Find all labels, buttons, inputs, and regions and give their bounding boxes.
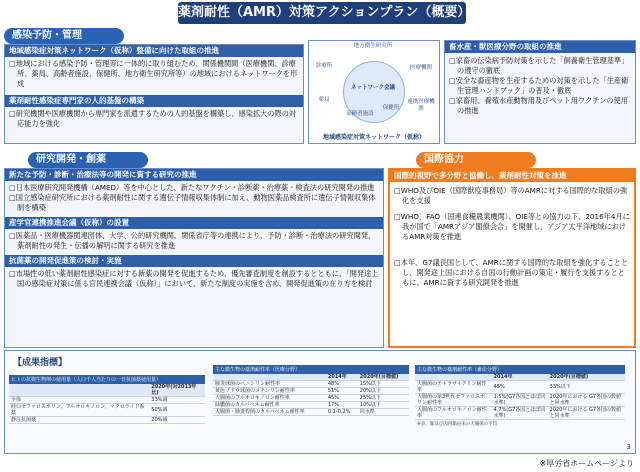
list-item: □日本医療研究開発機構（AMED）等を中心とした、新たなワクチン・診断薬・治療薬・検査法の研究開発の推進: [9, 183, 375, 192]
table-title: 主な微生物の薬剤耐性率（畜産分野）: [415, 365, 625, 374]
col-header: 2020年(目標値): [358, 374, 409, 381]
table-title: ヒトの抗微生物剤の使用量（人口千人当たりの一日抗菌薬使用量）: [9, 375, 205, 384]
table-row: 大腸菌・肺炎桿菌のカルバペネム耐性率 0.1-0.2% 同水準: [213, 409, 409, 416]
list-item: □医薬品・医療機器関連団体、大学、公的研究機関、関係省庁等の連携により、予防・診断・治療法の研究開発、薬剤耐性の発生・伝播の解明に関する研究を推進: [9, 231, 376, 250]
list-item: □WHO、FAO（国連食糧農業機関）、OIE等との協力の下、2016年4月に我が国で「AMRアジア閣僚会合」を開催し、アジア太平洋地域におけるAMR対策を推進: [394, 212, 630, 241]
table-row: 静注抗菌薬 20%減: [9, 417, 205, 424]
node-local-lab: 地方衛生研究所: [353, 43, 393, 49]
table-row: 大腸菌のフルオロキノロン耐性率 4.7%(G7各国とほぼ同水準) 2020年における G7各国の数値と同水準: [415, 407, 625, 420]
bullets-network: [5, 57, 303, 91]
bullets-international: [390, 182, 634, 292]
network-diagram: [308, 40, 440, 144]
bullets-research-3: [5, 267, 383, 291]
table-note: ※表、豚及び肉用鶏由来の大腸菌の平均: [417, 422, 498, 427]
node-health-center: 保健所: [382, 105, 400, 111]
col-header: 2020年(対2013年比): [149, 384, 205, 397]
page-number: 3: [626, 443, 631, 451]
table-row: 大腸菌の第3世代セファロスポリン耐性率 1.5%(G7各国とほぼ同水準) 2020年における G7各国の数値と同水準: [415, 394, 625, 407]
subhead-research-3: 抗菌薬の開発促進策の検討・実施: [5, 255, 383, 267]
list-item: □WHO及びOIE（国際獣疫事務局）等のAMRに対する国際的な取組の強化を支援: [394, 186, 628, 205]
col-header: 2014年: [326, 374, 358, 381]
node-clinic: 診療所: [315, 63, 333, 69]
col-header: [9, 384, 149, 397]
subhead-international: 国際的視野で多分野と協働し、薬剤耐性対策を推進: [390, 170, 634, 182]
list-item: □安全な畜産物を生産するための対策を示した「生産衛生管理ハンドブック」の普及・徹底: [449, 76, 629, 95]
panel-infection-prevention: [4, 44, 304, 144]
col-header: 2014年: [492, 374, 548, 381]
list-item: □本年、G7議長国として、AMRに関する国際的な取組を強化することとし、開発途上国における自国の行動計画の策定・履行を支援するとともに、AMRに資する研究開発を推進: [394, 258, 629, 287]
subhead-research-2: 産学官連携推進会議（仮称）の設置: [5, 217, 383, 229]
indicators-section: [4, 350, 636, 454]
table-human-usage: [9, 375, 205, 424]
indicators-heading: 【成果指標】: [13, 358, 68, 368]
network-caption: 地域感染症対策ネットワーク（仮称）: [322, 134, 425, 141]
table-title: 主な微生物の薬剤耐性率（医療分野）: [213, 365, 409, 374]
table-row: 全体 33%減: [9, 397, 205, 404]
panel-international: [388, 168, 636, 348]
subhead-network: 地域感染症対策ネットワーク（仮称）整備に向けた取組の推進: [5, 45, 303, 57]
col-header: 2020年(目標値): [548, 374, 625, 381]
table-row: 肺炎球菌のペニシリン耐性率 48% 15%以下: [213, 381, 409, 388]
node-hospital: 医療機関: [409, 65, 432, 71]
table-row: 大腸菌のテトラサイクリン耐性率 45% 33%以下: [415, 381, 625, 394]
list-item: □研究機関や医療機関から専門家を派遣するための人的基盤を構築し、感染拡大の際の対応能力を強化: [9, 109, 297, 128]
page-title: 薬剤耐性（AMR）対策アクションプラン（概要）: [178, 2, 466, 24]
node-pharmacy: 薬局: [318, 97, 330, 103]
list-item: □国立感染症研究所における薬剤耐性に関する遺伝子情報収集体制に加え、動物医薬品検査所に遺伝子情報収集体制を構築: [9, 193, 376, 212]
table-row: 経口セファロスポリン、フルオロキノロン、マクロライド系薬 50%減: [9, 404, 205, 417]
node-network-meeting: ネットワーク会議: [350, 85, 395, 91]
table-row: 大腸菌のフルオロキノロン耐性率 45% 25%以下: [213, 395, 409, 402]
bullets-research-1: [5, 181, 383, 215]
subhead-research-1: 新たな予防・診断・治療法等の開発に資する研究の推進: [5, 169, 383, 181]
bullets-livestock: [445, 53, 635, 119]
table-livestock-resistance: [415, 365, 625, 428]
list-item: □地域における感染予防・管理等に一体的に取り組むため、関係機関間（医療機関、診療所、薬局、高齢者施設、保健所、地方衛生研究所等）の地域におけるネットワークを形成: [9, 59, 298, 88]
list-item: □家畜の伝染病予防対策を示した「飼養衛生管理基準」の遵守の徹底: [449, 56, 629, 75]
list-item: □家畜用、養殖水産動物用及びペット用ワクチンの使用の推進: [449, 96, 628, 115]
subhead-specialists: 薬剤耐性感染症専門家の人的基盤の構築: [5, 95, 303, 107]
list-item: □市場性の低い薬剤耐性感染症に対する新薬の開発を促進するため、優先審査制度を創設するとともに、「開発途上国の感染症対策に係る官民連携会議（仮称）」において、新たな制度の実施を含め、開発促進策の在り方を検討: [9, 269, 379, 288]
bullets-research-2: [5, 229, 383, 253]
source-note: ※厚労省ホームページより: [539, 459, 634, 468]
node-partner-hospital: 連携医療機関: [407, 99, 435, 112]
table-medical-resistance: [213, 365, 409, 416]
panel-research: [4, 168, 384, 348]
bullets-specialists: [5, 107, 303, 131]
table-row: 黄色ブドウ球菌のメチシリン耐性率 51% 20%以下: [213, 388, 409, 395]
table-row: 緑膿菌のカルバペネム耐性率 17% 10%以下: [213, 402, 409, 409]
heading-research: 研究開発・創薬: [28, 152, 148, 168]
heading-infection-prevention: 感染予防・管理: [4, 28, 124, 44]
node-elderly-facility: 高齢者施設: [346, 111, 374, 117]
heading-international: 国際協力: [416, 152, 536, 168]
subhead-livestock: 畜水産・獣医療分野の取組の推進: [445, 41, 635, 53]
panel-livestock: [444, 40, 636, 144]
